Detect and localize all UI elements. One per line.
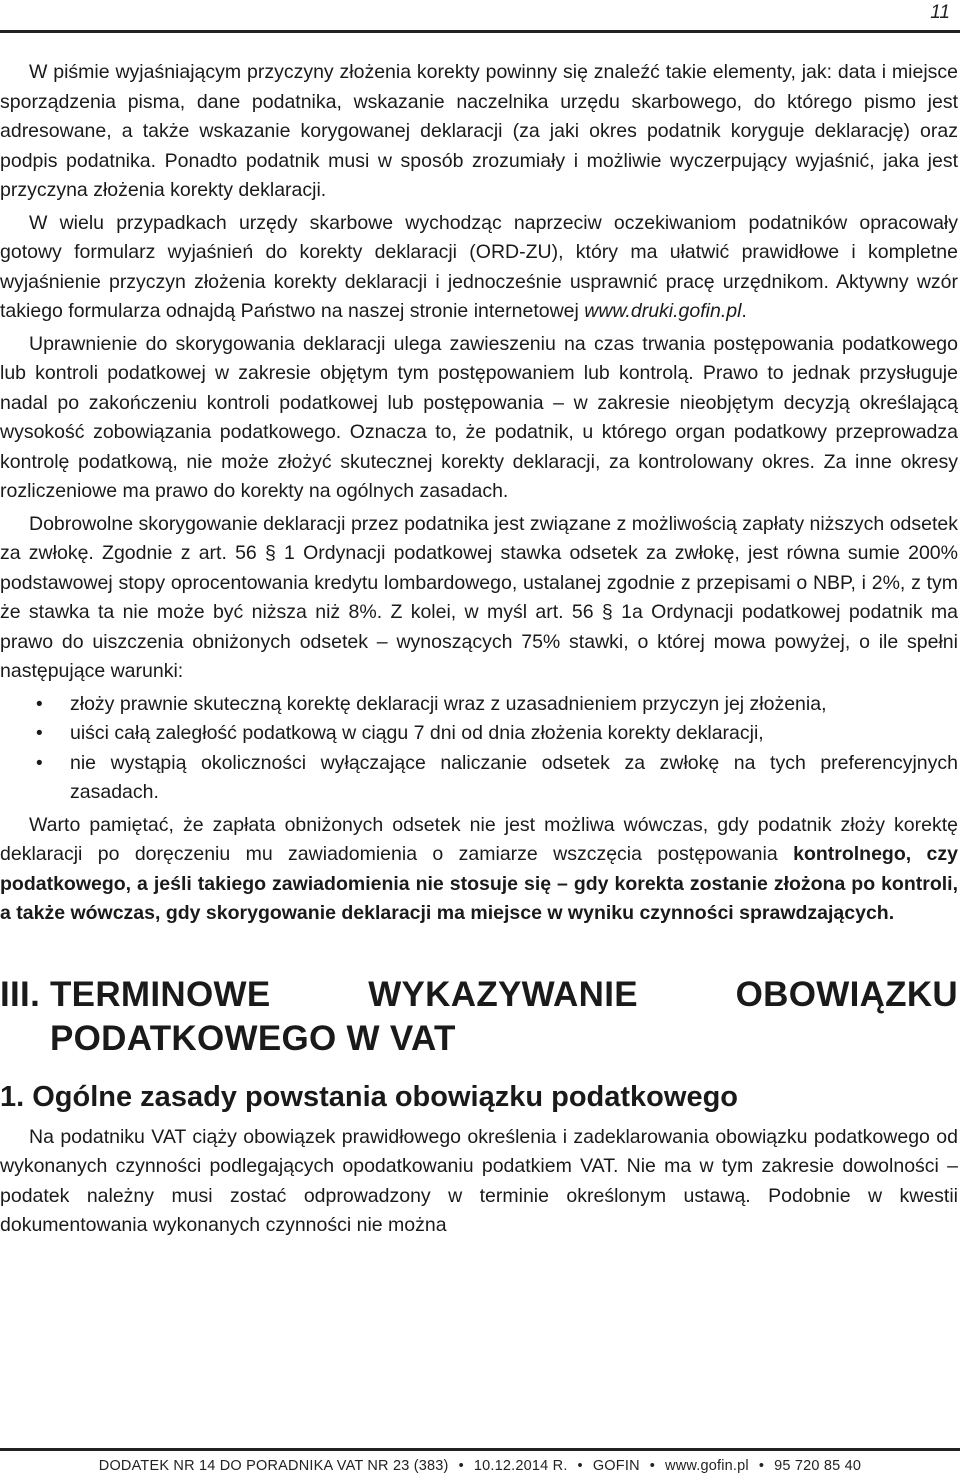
section-heading: 1. Ogólne zasady powstania obowiązku podatkowego xyxy=(0,1080,738,1113)
footer-rule xyxy=(0,1448,960,1451)
chapter-title: TERMINOWE WYKAZYWANIE OBOWIĄZKU PODATKOWEGO W VAT xyxy=(50,974,958,1058)
footer-website-link[interactable]: www.gofin.pl xyxy=(665,1458,749,1474)
paragraph-suspension: Uprawnienie do skorygowania deklaracji ulega zawieszeniu na czas trwania postępowania podatkowego lub kontroli podatkowej w zakresie objętym tym postępowaniem lub kontrolą. Prawo to jednak przysługuje nadal po zakończeniu kontroli podatkowej lub postępowania – w zakresie nieobjętym decyzją określającą wysokość zobowiązania podatkowego. Oznacza to, że podatnik, u którego organ podatkowy przeprowadza kontrolę podatkową, nie może złożyć skutecznej korekty deklaracji, za kontrolowany okres. Za inne okresy rozliczeniowe ma prawo do korekty na ogólnych zasadach. xyxy=(0,332,958,502)
list-item: • nie wystąpią okoliczności wyłączające naliczanie odsetek za zwłokę na tych preferencyjnych zasadach. xyxy=(0,749,958,808)
paragraph-reduced-interest-text: Warto pamiętać, że zapłata obniżonych odsetek nie jest możliwa wówczas, gdy podatnik złoży korektę deklaracji po doręczeniu mu zawiadomienia o zamiarze wszczęcia postępowania xyxy=(0,813,958,865)
paragraph-ord-zu-end: . xyxy=(741,300,747,322)
footer-date: 10.12.2014 R. xyxy=(473,1458,568,1474)
page-footer xyxy=(0,1458,960,1474)
conditions-list xyxy=(0,690,958,808)
list-item: • złoży prawnie skuteczną korektę deklaracji wraz z uzasadnieniem przyczyn jej złożenia, xyxy=(0,690,958,720)
footer-bullet-icon: • xyxy=(649,1458,656,1474)
paragraph-tax-obligation: Na podatniku VAT ciąży obowiązek prawidłowego określenia i zadeklarowania obowiązku podatkowego od wykonanych czynności podlegających opodatkowaniu podatkiem VAT. Nie ma w tym zakresie dowolności – podatek należny musi zostać odprowadzony w terminie określonym ustawą. Podobnie w kwestii dokumentowania wykonanych czynności nie można xyxy=(0,1125,958,1236)
paragraph-ord-zu-text: W wielu przypadkach urzędy skarbowe wychodząc naprzeciw oczekiwaniom podatników opracowały gotowy formularz wyjaśnień do korekty deklaracji (ORD-ZU), który ma ułatwić prawidłowe i kompletne wyjaśnienie przyczyn złożenia korekty deklaracji i jednocześnie usprawnić pracę urzędnikom. Aktywny wzór takiego formularza odnajdą Państwo na naszej stronie internetowej xyxy=(0,211,958,322)
page-body xyxy=(0,58,958,1244)
chapter-heading xyxy=(0,973,958,1061)
list-item: • uiści całą zaległość podatkową w ciągu 7 dni od dnia złożenia korekty deklaracji, xyxy=(0,719,958,749)
paragraph-interest: Dobrowolne skorygowanie deklaracji przez podatnika jest związane z możliwością zapłaty niższych odsetek za zwłokę. Zgodnie z art. 56 § 1 Ordynacji podatkowej stawka odsetek za zwłokę, jest równa sumie 200% podstawowej stopy oprocentowania kredytu lombardowego, ustalanej zgodnie z przepisami o NBP, i 2%, z tym że stawka ta nie może być niższa niż 8%. Z kolei, w myśl art. 56 § 1a Ordynacji podatkowej podatnik ma prawo do uiszczenia obniżonych odsetek – wynoszących 75% stawki, o której mowa powyżej, o ile spełni następujące warunki: xyxy=(0,512,958,682)
footer-publisher: GOFIN xyxy=(592,1458,640,1474)
chapter-number: III. xyxy=(0,974,41,1014)
paragraph-correction-letter: W piśmie wyjaśniającym przyczyny złożenia korekty powinny się znaleźć takie elementy, jak: data i miejsce sporządzenia pisma, dane podatnika, wskazanie naczelnika urzędu skarbowego, do którego pismo jest adresowane, a także wskazanie korygowanej deklaracji (za jaki okres podatnik koryguje deklarację) oraz podpis podatnika. Ponadto podatnik musi w sposób zrozumiały i możliwie wyczerpujący wyjaśnić, jaka jest przyczyna złożenia korekty deklaracji. xyxy=(0,61,958,201)
paragraph-reduced-interest xyxy=(0,811,958,929)
footer-publication: DODATEK NR 14 DO PORADNIKA VAT NR 23 (383) xyxy=(98,1458,449,1474)
druki-gofin-link[interactable]: www.druki.gofin.pl xyxy=(584,300,742,322)
footer-bullet-icon: • xyxy=(758,1458,765,1474)
header-rule xyxy=(0,30,960,33)
footer-phone: 95 720 85 40 xyxy=(774,1458,862,1474)
footer-bullet-icon: • xyxy=(458,1458,464,1474)
page-number: 11 xyxy=(930,2,950,23)
paragraph-reduced-interest-bold: kontrolnego, czy podatkowego, a jeśli takiego zawiadomienia nie stosuje się – gdy korekta zostanie złożona po kontroli, a także wówczas, gdy skorygowanie deklaracji ma miejsce w wyniku czynności sprawdzających. xyxy=(0,843,958,924)
paragraph-ord-zu-form xyxy=(0,209,958,327)
footer-bullet-icon: • xyxy=(577,1458,583,1474)
